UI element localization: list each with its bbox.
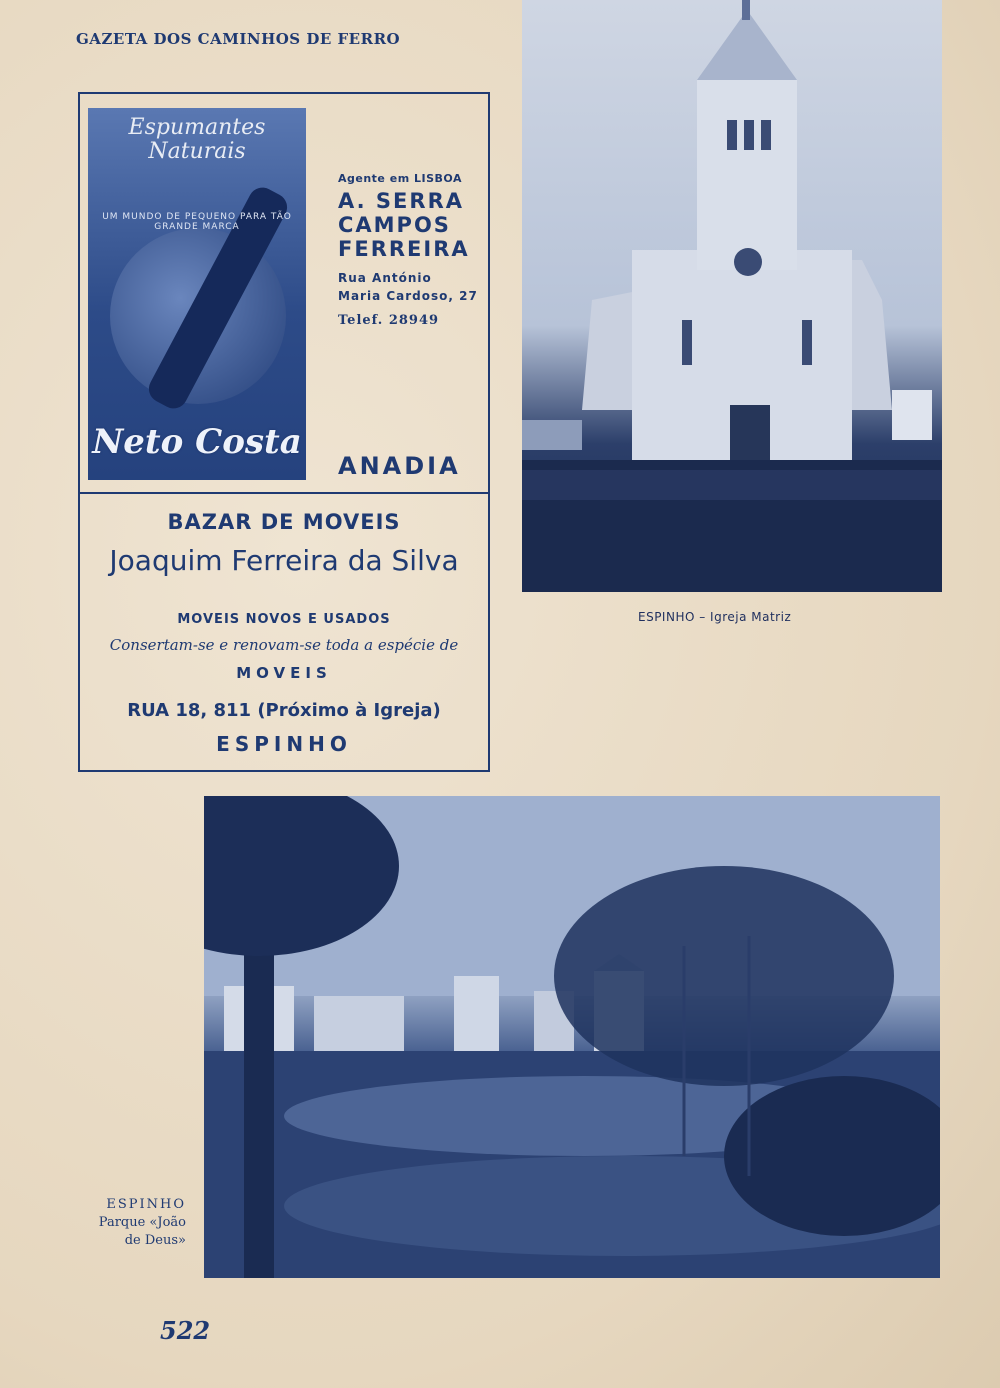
furniture-advertisement — [78, 494, 490, 772]
furniture-owner: Joaquim Ferreira da Silva — [109, 544, 459, 577]
address-line1: Rua António — [338, 271, 432, 285]
wine-ad-city: ANADIA — [338, 452, 461, 480]
wine-advertisement — [78, 92, 490, 494]
park-caption-city: ESPINHO — [106, 1197, 186, 1212]
wine-ad-script: Espumantes Naturais — [128, 115, 266, 164]
park-photo — [204, 796, 940, 1278]
page-number: 522 — [160, 1316, 211, 1345]
phone-number: Telef. 28949 — [338, 313, 440, 328]
church-illustration — [522, 0, 942, 592]
wine-brand-logo: Neto Costa — [92, 422, 302, 462]
furniture-service: Consertam-se e renovam-se toda a espécie de — [109, 636, 459, 654]
firm-name-line2: CAMPOS — [338, 213, 451, 237]
agent-label: Agente em LISBOA — [338, 172, 462, 185]
church-caption: ESPINHO – Igreja Matriz — [638, 610, 792, 624]
park-caption-line2: de Deus» — [124, 1233, 186, 1248]
furniture-item: MOVEIS — [236, 664, 332, 682]
wine-ad-tagline: UM MUNDO DE PEQUENO PARA TÃO GRANDE MARCA — [102, 212, 292, 232]
firm-name-line1: A. SERRA — [338, 189, 464, 213]
wine-ad-text — [338, 172, 488, 328]
park-caption — [76, 1196, 186, 1250]
furniture-subheading: MOVEIS NOVOS E USADOS — [177, 612, 391, 627]
address-line2: Maria Cardoso, 27 — [338, 289, 478, 303]
furniture-city: ESPINHO — [216, 732, 352, 756]
firm-name-line3: FERREIRA — [338, 237, 470, 261]
park-illustration — [204, 796, 940, 1278]
park-caption-line1: Parque «João — [98, 1215, 186, 1230]
furniture-address: RUA 18, 811 (Próximo à Igreja) — [127, 700, 441, 721]
church-photo — [522, 0, 942, 592]
furniture-heading: BAZAR DE MOVEIS — [167, 510, 401, 534]
page-header: GAZETA DOS CAMINHOS DE FERRO — [76, 30, 401, 48]
wine-ad-illustration — [88, 108, 306, 480]
